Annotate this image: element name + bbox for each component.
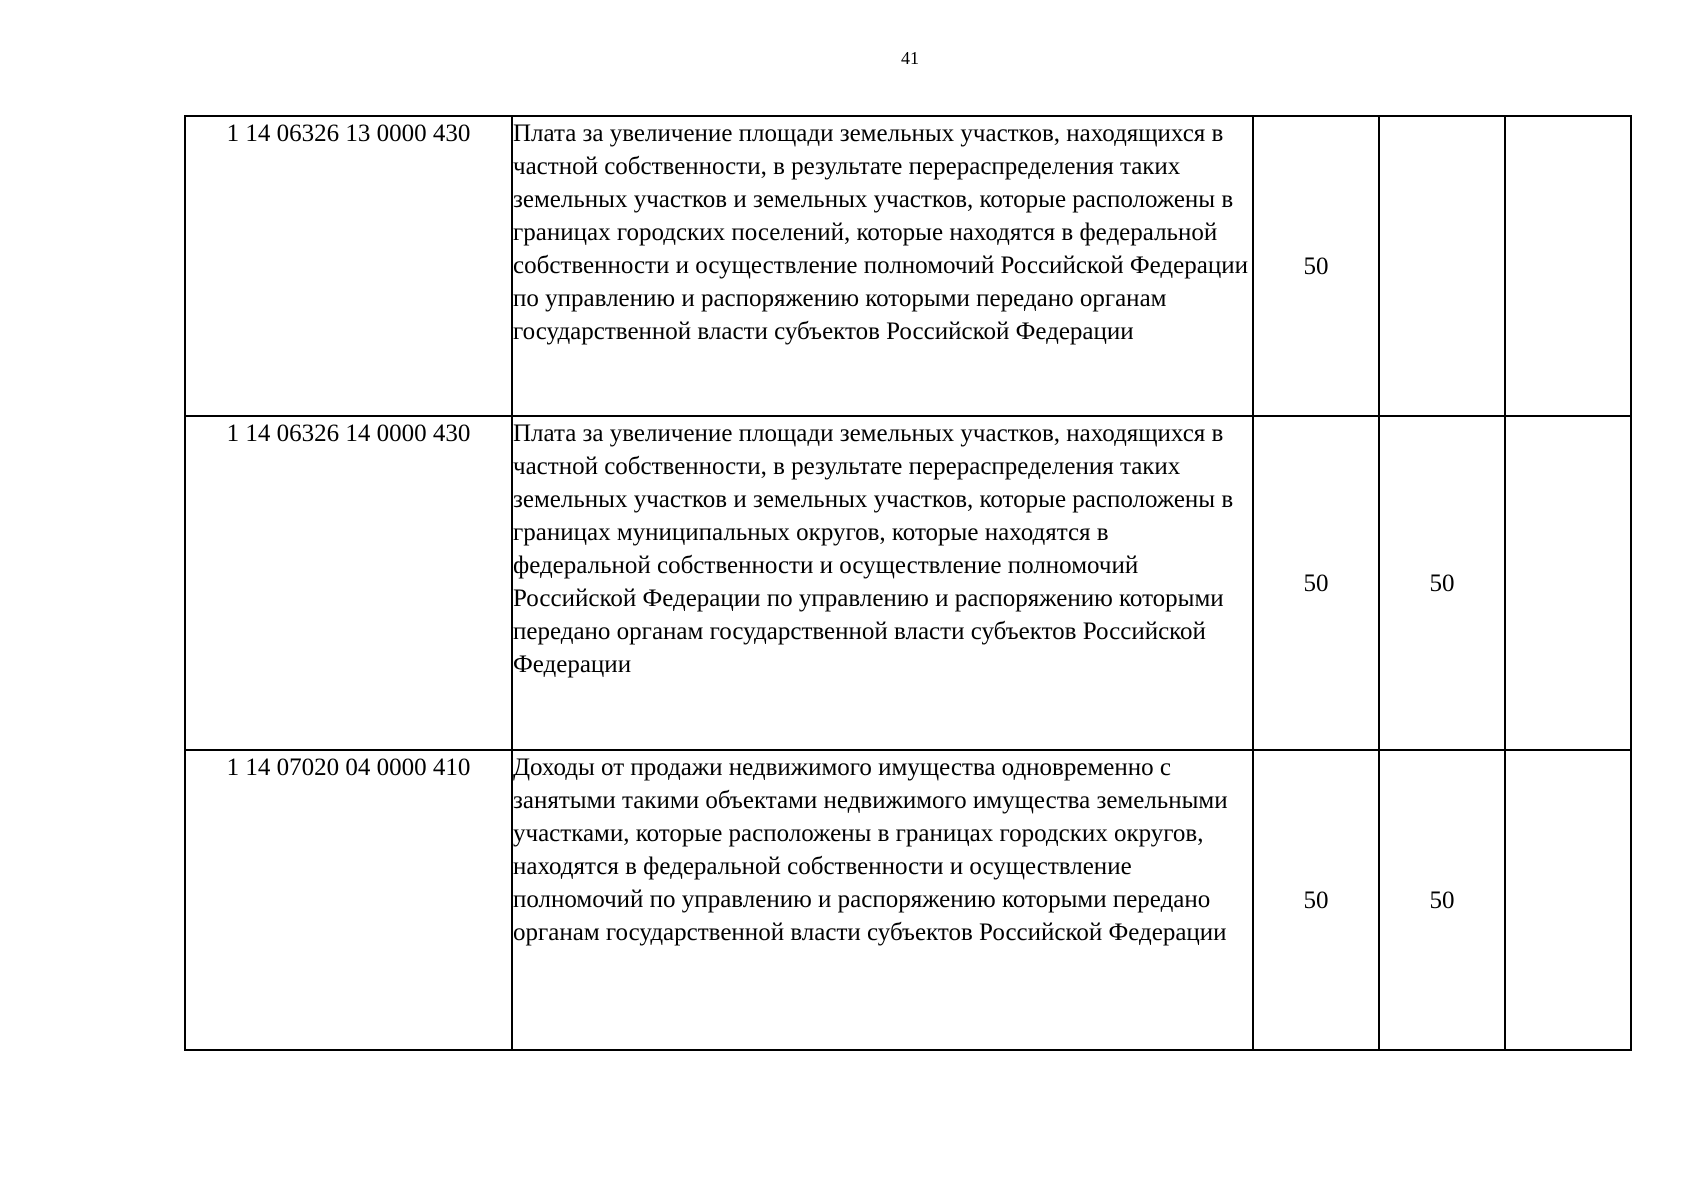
revenue-description-cell: Доходы от продажи недвижимого имущества одновременно с занятыми такими объектами недвижимого имущества земельными участками, которые расположены в границах городских округов, находятся в федеральной собственности и осуществление полномочий по управлению и распоряжению которыми передано органам государственной власти субъектов Российской Федерации: [512, 750, 1253, 1050]
value-cell-col5: [1505, 116, 1631, 416]
value-cell-col4: 50: [1379, 416, 1505, 750]
value-cell-col4: [1379, 116, 1505, 416]
budget-codes-table: [184, 115, 1632, 1051]
revenue-code-cell: 1 14 07020 04 0000 410: [185, 750, 512, 1050]
value-cell-col3: 50: [1253, 416, 1379, 750]
value-cell-col3: 50: [1253, 750, 1379, 1050]
revenue-code-cell: 1 14 06326 14 0000 430: [185, 416, 512, 750]
page-number: 41: [901, 48, 919, 68]
revenue-code-cell: 1 14 06326 13 0000 430: [185, 116, 512, 416]
table-row: [185, 416, 1631, 750]
table-row: [185, 116, 1631, 416]
value-cell-col4: 50: [1379, 750, 1505, 1050]
revenue-description-cell: Плата за увеличение площади земельных участков, находящихся в частной собственности, в результате перераспределения таких земельных участков и земельных участков, которые расположены в границах муниципальных округов, которые находятся в федеральной собственности и осуществление полномочий Российской Федерации по управлению и распоряжению которыми передано органам государственной власти субъектов Российской Федерации: [512, 416, 1253, 750]
value-cell-col5: [1505, 416, 1631, 750]
value-cell-col5: [1505, 750, 1631, 1050]
table-row: [185, 750, 1631, 1050]
value-cell-col3: 50: [1253, 116, 1379, 416]
revenue-description-cell: Плата за увеличение площади земельных участков, находящихся в частной собственности, в результате перераспределения таких земельных участков и земельных участков, которые расположены в границах городских поселений, которые находятся в федеральной собственности и осуществление полномочий Российской Федерации по управлению и распоряжению которыми передано органам государственной власти субъектов Российской Федерации: [512, 116, 1253, 416]
